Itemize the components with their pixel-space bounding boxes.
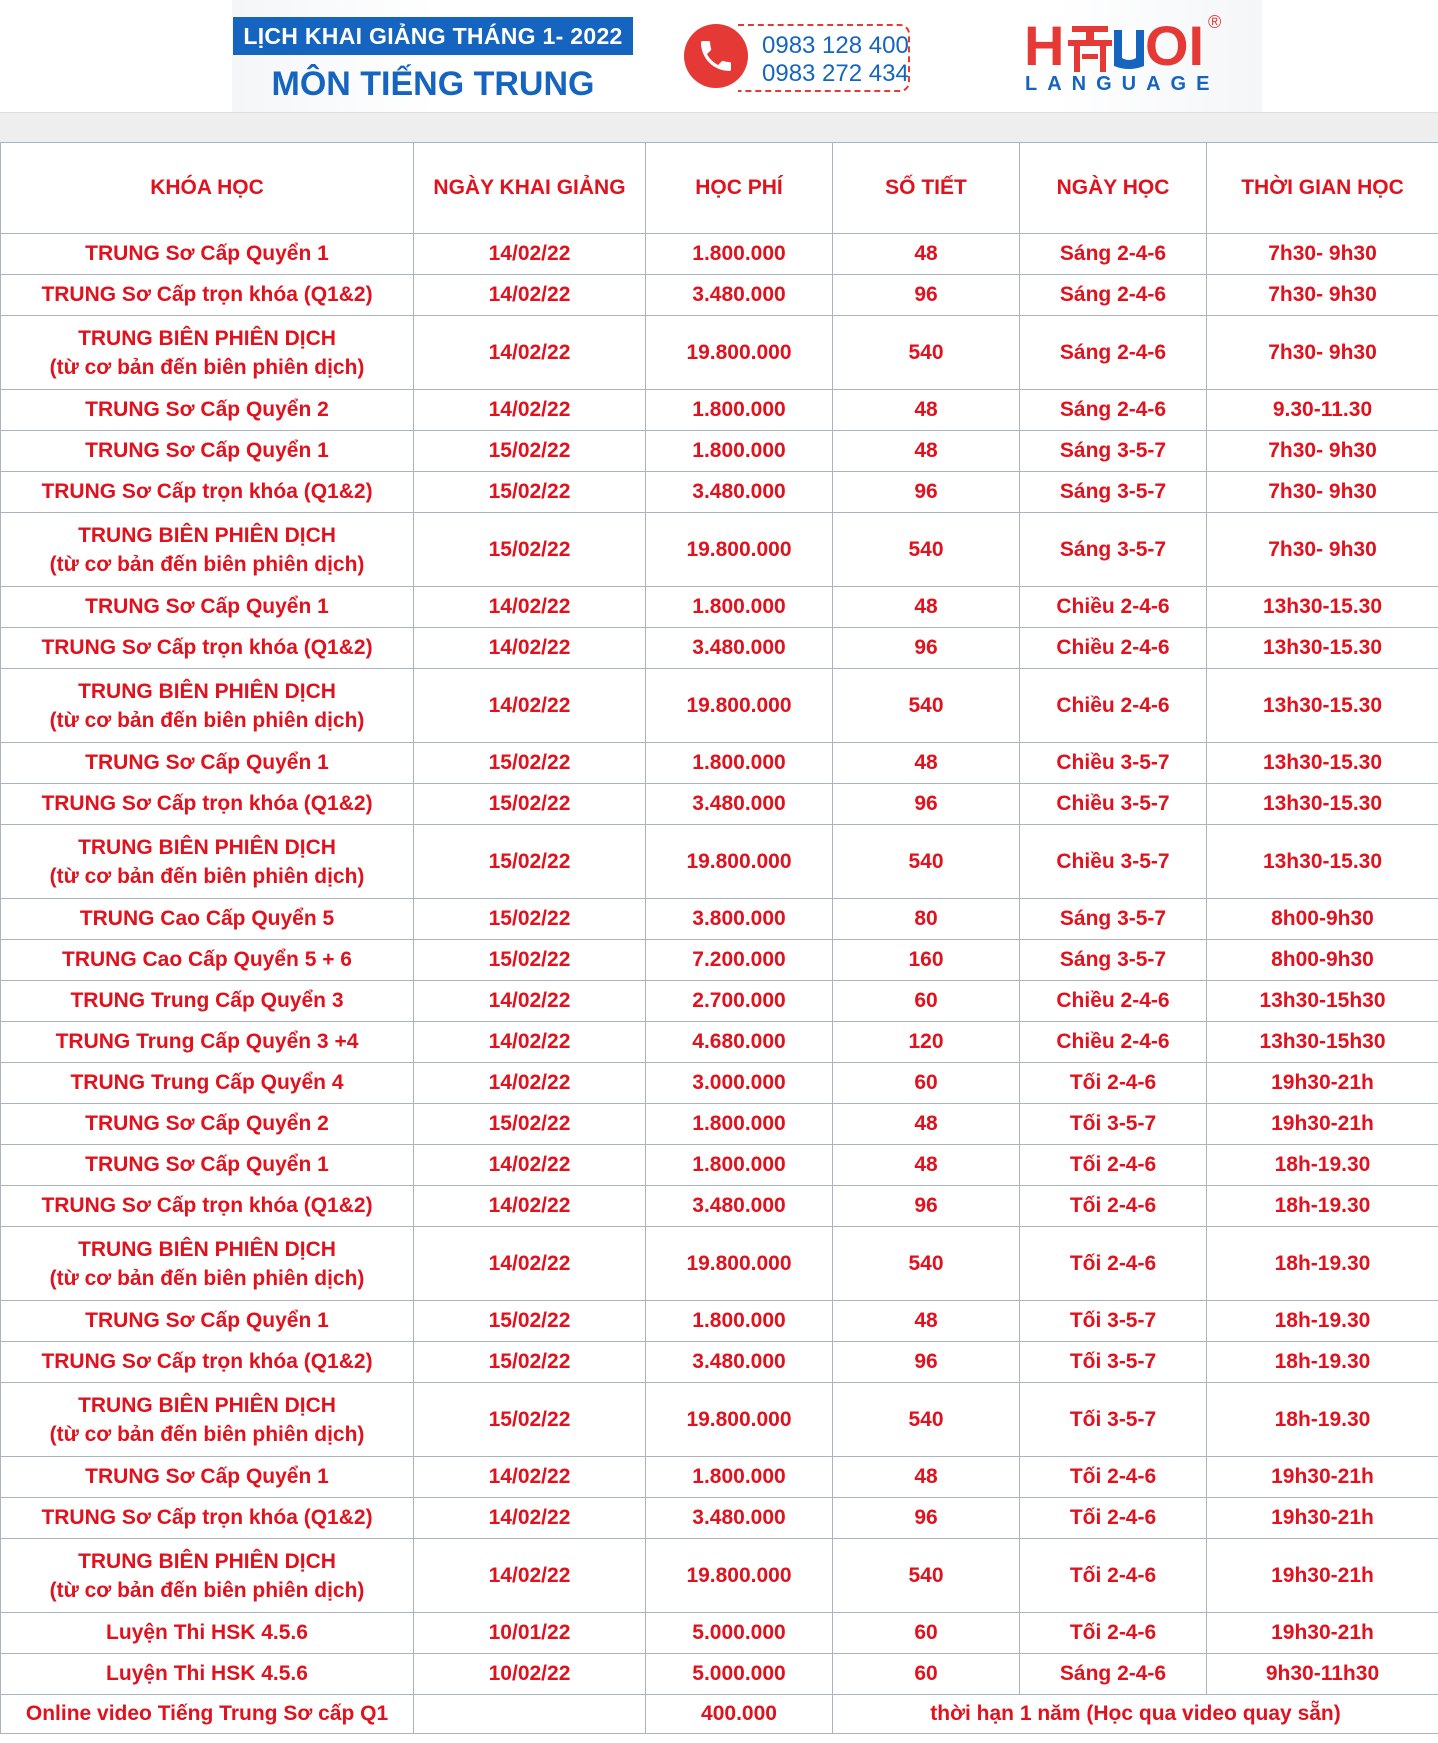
course-title: TRUNG BIÊN PHIÊN DỊCH <box>78 326 336 350</box>
cell-days: Tối 2-4-6 <box>1020 1457 1207 1498</box>
cell-days: Chiều 2-4-6 <box>1020 628 1207 669</box>
cell-lessons: 96 <box>833 628 1020 669</box>
cell-fee: 1.800.000 <box>646 1301 833 1342</box>
cell-lessons: 48 <box>833 431 1020 472</box>
course-title: TRUNG BIÊN PHIÊN DỊCH <box>78 835 336 859</box>
page-title: MÔN TIẾNG TRUNG <box>271 65 595 103</box>
cell-lessons: 540 <box>833 513 1020 587</box>
cell-lessons: 48 <box>833 1104 1020 1145</box>
cell-days: Tối 2-4-6 <box>1020 1613 1207 1654</box>
cell-fee: 3.480.000 <box>646 1498 833 1539</box>
cell-start: 10/01/22 <box>414 1613 646 1654</box>
cell-start: 14/02/22 <box>414 587 646 628</box>
cell-course: TRUNG Sơ Cấp trọn khóa (Q1&2) <box>1 1186 414 1227</box>
table-row <box>1 275 1438 316</box>
cell-fee: 1.800.000 <box>646 743 833 784</box>
cell-days: Tối 3-5-7 <box>1020 1342 1207 1383</box>
cell-time: 9h30-11h30 <box>1207 1654 1438 1695</box>
cell-start: 15/02/22 <box>414 743 646 784</box>
cell-fee: 1.800.000 <box>646 431 833 472</box>
cell-time: 19h30-21h <box>1207 1063 1438 1104</box>
cell-course: TRUNG Trung Cấp Quyển 3 +4 <box>1 1022 414 1063</box>
cell-days: Chiều 3-5-7 <box>1020 784 1207 825</box>
course-subtitle: (từ cơ bản đến biên phiên dịch) <box>49 355 365 379</box>
cell-start: 10/02/22 <box>414 1654 646 1695</box>
cell-time: 19h30-21h <box>1207 1498 1438 1539</box>
cell-lessons: 96 <box>833 472 1020 513</box>
cell-time: 18h-19.30 <box>1207 1145 1438 1186</box>
cell-fee: 3.480.000 <box>646 472 833 513</box>
logo-letter-h: H <box>1024 14 1065 77</box>
cell-start: 15/02/22 <box>414 1104 646 1145</box>
cell-days: Chiều 2-4-6 <box>1020 669 1207 743</box>
cell-start: 15/02/22 <box>414 1383 646 1457</box>
cell-lessons: 160 <box>833 940 1020 981</box>
cell-days: Sáng 3-5-7 <box>1020 431 1207 472</box>
cell-course: TRUNG Sơ Cấp Quyển 1 <box>1 1145 414 1186</box>
cell-start: 15/02/22 <box>414 431 646 472</box>
cell-course: TRUNG Sơ Cấp Quyển 1 <box>1 1301 414 1342</box>
cell-fee: 3.480.000 <box>646 275 833 316</box>
cell-days: Sáng 3-5-7 <box>1020 472 1207 513</box>
course-subtitle: (từ cơ bản đến biên phiên dịch) <box>49 1266 365 1290</box>
cell-time: 8h00-9h30 <box>1207 899 1438 940</box>
table-row <box>1 431 1438 472</box>
cell-fee: 3.480.000 <box>646 1342 833 1383</box>
cell-start: 14/02/22 <box>414 1186 646 1227</box>
cell-fee: 3.480.000 <box>646 628 833 669</box>
cell-course: TRUNG Sơ Cấp trọn khóa (Q1&2) <box>1 1498 414 1539</box>
cell-time: 8h00-9h30 <box>1207 940 1438 981</box>
cell-fee: 3.800.000 <box>646 899 833 940</box>
table-row <box>1 587 1438 628</box>
cell-days: Chiều 3-5-7 <box>1020 743 1207 784</box>
table-row <box>1 1186 1438 1227</box>
cell-time: 13h30-15.30 <box>1207 628 1438 669</box>
cell-fee: 19.800.000 <box>646 513 833 587</box>
table-row <box>1 1022 1438 1063</box>
registered-mark: ® <box>1208 12 1222 32</box>
cell-days: Sáng 3-5-7 <box>1020 940 1207 981</box>
cell-days: Tối 3-5-7 <box>1020 1383 1207 1457</box>
cell-course: TRUNG Sơ Cấp Quyển 1 <box>1 431 414 472</box>
table-row <box>1 1613 1438 1654</box>
cell-start: 14/02/22 <box>414 275 646 316</box>
footer-course: Online video Tiếng Trung Sơ cấp Q1 <box>1 1695 414 1734</box>
cell-fee: 3.480.000 <box>646 784 833 825</box>
cell-lessons: 60 <box>833 981 1020 1022</box>
cell-course: TRUNG Sơ Cấp trọn khóa (Q1&2) <box>1 628 414 669</box>
course-subtitle: (từ cơ bản đến biên phiên dịch) <box>49 864 365 888</box>
cell-time: 18h-19.30 <box>1207 1301 1438 1342</box>
cell-course: TRUNG Sơ Cấp Quyển 1 <box>1 1457 414 1498</box>
cell-course: Luyện Thi HSK 4.5.6 <box>1 1654 414 1695</box>
cell-lessons: 540 <box>833 1227 1020 1301</box>
cell-course <box>1 513 414 587</box>
cell-fee: 1.800.000 <box>646 1145 833 1186</box>
cell-fee: 1.800.000 <box>646 587 833 628</box>
course-title: TRUNG BIÊN PHIÊN DỊCH <box>78 1549 336 1573</box>
hotline-box[interactable] <box>684 22 924 94</box>
cell-start: 14/02/22 <box>414 1063 646 1104</box>
cell-days: Tối 2-4-6 <box>1020 1227 1207 1301</box>
column-header-days: NGÀY HỌC <box>1020 143 1207 234</box>
cell-lessons: 60 <box>833 1063 1020 1104</box>
cell-lessons: 48 <box>833 234 1020 275</box>
footer-note: thời hạn 1 năm (Học qua video quay sẵn) <box>833 1695 1438 1734</box>
cell-lessons: 96 <box>833 784 1020 825</box>
cell-lessons: 60 <box>833 1613 1020 1654</box>
table-row <box>1 669 1438 743</box>
cell-days: Sáng 2-4-6 <box>1020 316 1207 390</box>
cell-fee: 1.800.000 <box>646 1457 833 1498</box>
cell-course: TRUNG Sơ Cấp Quyển 2 <box>1 1104 414 1145</box>
cell-fee: 19.800.000 <box>646 1539 833 1613</box>
cell-start: 14/02/22 <box>414 1498 646 1539</box>
cell-time: 13h30-15.30 <box>1207 669 1438 743</box>
column-header-start-date: NGÀY KHAI GIẢNG <box>414 143 646 234</box>
table-row <box>1 825 1438 899</box>
cell-time: 18h-19.30 <box>1207 1186 1438 1227</box>
cell-start: 14/02/22 <box>414 628 646 669</box>
cell-time: 7h30- 9h30 <box>1207 316 1438 390</box>
cell-course: TRUNG Sơ Cấp trọn khóa (Q1&2) <box>1 784 414 825</box>
cell-course: TRUNG Trung Cấp Quyển 3 <box>1 981 414 1022</box>
table-row <box>1 1104 1438 1145</box>
cell-time: 7h30- 9h30 <box>1207 513 1438 587</box>
cell-start: 14/02/22 <box>414 390 646 431</box>
table-row <box>1 234 1438 275</box>
cell-fee: 3.480.000 <box>646 1186 833 1227</box>
cell-days: Chiều 2-4-6 <box>1020 587 1207 628</box>
cell-start: 14/02/22 <box>414 1227 646 1301</box>
cell-days: Sáng 3-5-7 <box>1020 513 1207 587</box>
cell-lessons: 48 <box>833 1301 1020 1342</box>
cell-lessons: 96 <box>833 275 1020 316</box>
cell-fee: 5.000.000 <box>646 1613 833 1654</box>
course-title: TRUNG BIÊN PHIÊN DỊCH <box>78 523 336 547</box>
table-row <box>1 1383 1438 1457</box>
cell-fee: 5.000.000 <box>646 1654 833 1695</box>
table-row <box>1 1145 1438 1186</box>
table-row <box>1 1063 1438 1104</box>
cell-lessons: 540 <box>833 316 1020 390</box>
cell-start: 14/02/22 <box>414 1457 646 1498</box>
cell-time: 13h30-15h30 <box>1207 981 1438 1022</box>
cell-course: TRUNG Sơ Cấp Quyển 1 <box>1 743 414 784</box>
cell-days: Sáng 3-5-7 <box>1020 899 1207 940</box>
cell-days: Sáng 2-4-6 <box>1020 234 1207 275</box>
hanoi-language-logo[interactable] <box>1022 12 1232 96</box>
cell-start: 14/02/22 <box>414 1145 646 1186</box>
cell-time: 19h30-21h <box>1207 1104 1438 1145</box>
cell-start: 15/02/22 <box>414 825 646 899</box>
table-row <box>1 1457 1438 1498</box>
cell-days: Tối 3-5-7 <box>1020 1301 1207 1342</box>
table-row <box>1 784 1438 825</box>
cell-lessons: 48 <box>833 1145 1020 1186</box>
cell-fee: 1.800.000 <box>646 1104 833 1145</box>
cell-days: Chiều 2-4-6 <box>1020 1022 1207 1063</box>
cell-time: 7h30- 9h30 <box>1207 275 1438 316</box>
cell-time: 7h30- 9h30 <box>1207 234 1438 275</box>
cell-course: TRUNG Cao Cấp Quyển 5 + 6 <box>1 940 414 981</box>
logo-mark-icon <box>1114 26 1144 72</box>
table-row <box>1 316 1438 390</box>
cell-time: 18h-19.30 <box>1207 1342 1438 1383</box>
table-row <box>1 899 1438 940</box>
cell-time: 18h-19.30 <box>1207 1227 1438 1301</box>
cell-start: 15/02/22 <box>414 1342 646 1383</box>
cell-start: 14/02/22 <box>414 1539 646 1613</box>
cell-start: 15/02/22 <box>414 940 646 981</box>
cell-start: 15/02/22 <box>414 899 646 940</box>
cell-time: 19h30-21h <box>1207 1613 1438 1654</box>
cell-fee: 19.800.000 <box>646 1227 833 1301</box>
cell-course: TRUNG Sơ Cấp Quyển 1 <box>1 587 414 628</box>
hotline-number-1[interactable]: 0983 128 400 <box>762 32 909 59</box>
cell-start: 14/02/22 <box>414 669 646 743</box>
cell-days: Sáng 2-4-6 <box>1020 275 1207 316</box>
phone-icon <box>684 24 748 88</box>
cell-fee: 19.800.000 <box>646 1383 833 1457</box>
cell-time: 18h-19.30 <box>1207 1383 1438 1457</box>
cell-lessons: 48 <box>833 1457 1020 1498</box>
course-title: TRUNG BIÊN PHIÊN DỊCH <box>78 1393 336 1417</box>
table-row <box>1 390 1438 431</box>
title-banner: LỊCH KHAI GIẢNG THÁNG 1- 2022 <box>233 17 633 55</box>
table-row <box>1 981 1438 1022</box>
table-row <box>1 940 1438 981</box>
cell-lessons: 48 <box>833 743 1020 784</box>
cell-course <box>1 669 414 743</box>
cell-lessons: 540 <box>833 1383 1020 1457</box>
table-footer-row <box>1 1695 1438 1734</box>
cell-course <box>1 316 414 390</box>
cell-fee: 3.000.000 <box>646 1063 833 1104</box>
cell-course: TRUNG Sơ Cấp trọn khóa (Q1&2) <box>1 472 414 513</box>
footer-fee: 400.000 <box>646 1695 833 1734</box>
cell-start: 15/02/22 <box>414 1301 646 1342</box>
course-subtitle: (từ cơ bản đến biên phiên dịch) <box>49 708 365 732</box>
logo-letters-oi: OI <box>1145 14 1205 77</box>
course-subtitle: (từ cơ bản đến biên phiên dịch) <box>49 1422 365 1446</box>
cell-start: 15/02/22 <box>414 472 646 513</box>
cell-days: Tối 2-4-6 <box>1020 1498 1207 1539</box>
cell-course: Luyện Thi HSK 4.5.6 <box>1 1613 414 1654</box>
cell-course <box>1 1539 414 1613</box>
table-row <box>1 1227 1438 1301</box>
cell-time: 13h30-15h30 <box>1207 1022 1438 1063</box>
cell-course <box>1 1227 414 1301</box>
column-header-time: THỜI GIAN HỌC <box>1207 143 1438 234</box>
cell-lessons: 48 <box>833 587 1020 628</box>
cell-days: Sáng 2-4-6 <box>1020 1654 1207 1695</box>
course-subtitle: (từ cơ bản đến biên phiên dịch) <box>49 552 365 576</box>
header <box>0 0 1438 112</box>
cell-fee: 1.800.000 <box>646 390 833 431</box>
header-divider-band <box>0 112 1438 143</box>
cell-days: Chiều 3-5-7 <box>1020 825 1207 899</box>
cell-lessons: 96 <box>833 1498 1020 1539</box>
cell-lessons: 540 <box>833 825 1020 899</box>
cell-lessons: 48 <box>833 390 1020 431</box>
cell-lessons: 540 <box>833 1539 1020 1613</box>
cell-days: Chiều 2-4-6 <box>1020 981 1207 1022</box>
course-subtitle: (từ cơ bản đến biên phiên dịch) <box>49 1578 365 1602</box>
cell-course: TRUNG Sơ Cấp trọn khóa (Q1&2) <box>1 275 414 316</box>
cell-days: Tối 2-4-6 <box>1020 1145 1207 1186</box>
table-row <box>1 1539 1438 1613</box>
cell-days: Tối 2-4-6 <box>1020 1539 1207 1613</box>
cell-fee: 19.800.000 <box>646 316 833 390</box>
cell-course: TRUNG Sơ Cấp Quyển 2 <box>1 390 414 431</box>
table-row <box>1 1342 1438 1383</box>
cell-course <box>1 825 414 899</box>
table-header-row <box>1 143 1438 234</box>
cell-time: 7h30- 9h30 <box>1207 431 1438 472</box>
column-header-course: KHÓA HỌC <box>1 143 414 234</box>
cell-time: 13h30-15.30 <box>1207 743 1438 784</box>
pagoda-icon <box>1068 26 1112 72</box>
cell-lessons: 60 <box>833 1654 1020 1695</box>
table-row <box>1 1498 1438 1539</box>
cell-start: 14/02/22 <box>414 981 646 1022</box>
cell-days: Tối 3-5-7 <box>1020 1104 1207 1145</box>
cell-fee: 7.200.000 <box>646 940 833 981</box>
cell-course: TRUNG Trung Cấp Quyển 4 <box>1 1063 414 1104</box>
table-row <box>1 743 1438 784</box>
cell-course: TRUNG Cao Cấp Quyển 5 <box>1 899 414 940</box>
cell-fee: 1.800.000 <box>646 234 833 275</box>
cell-course: TRUNG Sơ Cấp Quyển 1 <box>1 234 414 275</box>
cell-days: Sáng 2-4-6 <box>1020 390 1207 431</box>
footer-start <box>414 1695 646 1734</box>
table-row <box>1 628 1438 669</box>
cell-course: TRUNG Sơ Cấp trọn khóa (Q1&2) <box>1 1342 414 1383</box>
cell-start: 15/02/22 <box>414 784 646 825</box>
cell-time: 13h30-15.30 <box>1207 825 1438 899</box>
cell-start: 14/02/22 <box>414 1022 646 1063</box>
cell-fee: 2.700.000 <box>646 981 833 1022</box>
cell-lessons: 540 <box>833 669 1020 743</box>
table-row <box>1 513 1438 587</box>
cell-time: 19h30-21h <box>1207 1539 1438 1613</box>
cell-lessons: 80 <box>833 899 1020 940</box>
cell-days: Tối 2-4-6 <box>1020 1186 1207 1227</box>
cell-lessons: 120 <box>833 1022 1020 1063</box>
cell-course <box>1 1383 414 1457</box>
schedule-table <box>0 142 1438 1734</box>
cell-lessons: 96 <box>833 1342 1020 1383</box>
cell-fee: 19.800.000 <box>646 669 833 743</box>
table-row <box>1 1301 1438 1342</box>
column-header-lessons: SỐ TIẾT <box>833 143 1020 234</box>
course-title: TRUNG BIÊN PHIÊN DỊCH <box>78 1237 336 1261</box>
table-row <box>1 472 1438 513</box>
cell-time: 7h30- 9h30 <box>1207 472 1438 513</box>
cell-time: 13h30-15.30 <box>1207 784 1438 825</box>
cell-start: 15/02/22 <box>414 513 646 587</box>
column-header-fee: HỌC PHÍ <box>646 143 833 234</box>
table-row <box>1 1654 1438 1695</box>
cell-time: 13h30-15.30 <box>1207 587 1438 628</box>
table-body <box>1 234 1438 1695</box>
cell-days: Tối 2-4-6 <box>1020 1063 1207 1104</box>
cell-fee: 19.800.000 <box>646 825 833 899</box>
cell-start: 14/02/22 <box>414 234 646 275</box>
logo-subtitle: LANGUAGE <box>1025 73 1220 95</box>
course-title: TRUNG BIÊN PHIÊN DỊCH <box>78 679 336 703</box>
cell-start: 14/02/22 <box>414 316 646 390</box>
cell-lessons: 96 <box>833 1186 1020 1227</box>
hotline-number-2[interactable]: 0983 272 434 <box>762 60 909 87</box>
cell-time: 9.30-11.30 <box>1207 390 1438 431</box>
cell-fee: 4.680.000 <box>646 1022 833 1063</box>
cell-time: 19h30-21h <box>1207 1457 1438 1498</box>
